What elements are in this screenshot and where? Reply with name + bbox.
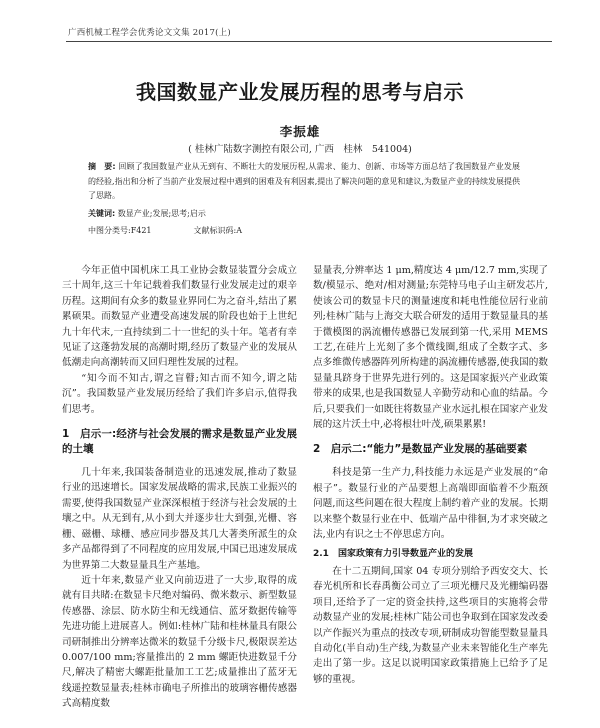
clc-label: 中图分类号: [88,226,131,235]
intro-paragraph-2: “知今而不知古,谓之盲瞽;知古而不知今,谓之陆沉”。我国数显产业发展历经给了我们许多启示,值得我们思考。 [62,372,297,415]
section-1-paragraph-1: 几十年来,我国装备制造业的迅速发展,推动了数显行业的迅速增长。国家发展战略的需求,民族工业振兴的需要,使得我国数显产业深深根植于经济与社会发展的土壤之中。从无到有,从小到大并逐步壮大到强,光栅、容栅、磁栅、球栅、感应同步器及其几大著类所派生的众多产品都得到了不同程度的应用发展,中国已迅速发展成为世界第二大数显量具生产基地。 [62,467,297,571]
abstract-label: 摘 要: [88,162,116,171]
keywords [88,208,520,219]
doc-code-label: 文献标识码: [193,226,237,235]
classification-line [88,225,520,236]
right-column [313,263,548,687]
section-1-paragraph-2-continued: 显量表,分辨率达 1 μm,精度达 4 μm/12.7 mm,实现了数/模显示、绝对/相对测量;东莞特马电子山主研发芯片,使该公司的数显卡尺的测量速度和耗电性能位居行业前列;桂林广陆与上海交大联合研发的适用于数显量具的基于微模图的涡流栅传感器已发展到第一代,采用 MEMS 工艺,在硅片上光刻了多个微线圈,组成了全数字式、多点多维微传感器阵列所构建的涡流栅传感器,使我国的数显量具跻身于世界先进行列的。这是国家振兴产业政策带来的成果,也是我国数显人辛勤劳动和心血的结晶。今后,只要我们一如既往将数显产业水远扎根在国家产业发展的这片沃土中,必将根壮叶茂,硕果累累! [313,265,548,431]
section-2-1-paragraph: 在十二五期间,国家 04 专项分别给予西安交大、长春光机所和长春禹衡公司立了三项光栅尺及光栅编码器项目,还给予了一定的资金扶持,这些项目的实施将会带动数显产业的发展;桂林广陆公司也争取到在国家发改委以产作振兴为重点的技改专项,研制成功智能型数显量具自动化(半自动)生产线,为数显产业未来智能化生产率先走出了第一步。这足以说明国家政策措施上已给予了足够的重视。 [313,565,548,685]
left-column [62,263,297,712]
section-2-1-heading: 2.1 国家政策有力引导数显产业的发展 [313,548,473,559]
clc-value: F421 [130,226,152,235]
affiliation: ( 桂林广陆数字测控有限公司, 广西 桂林 541004) [188,144,412,155]
section-2-heading: 2 启示二:“能力”是数显产业发展的基础要素 [313,443,528,456]
paper-title: 我国数显产业发展历程的思考与启示 [136,80,464,104]
abstract [88,160,520,204]
intro-paragraph-1: 今年正值中国机床工具工业协会数显装置分会成立三十周年,这三十年记载着我们数显行业发展走过的艰辛历程。这期间有众多的数显业界同仁为之奋斗,结出了累累硕果。而数显产业遭受高速发展的阶段也始于上世纪九十年代末,一直持续到二十一世纪的头十年。笔者有幸见证了这蓬勃发展的高潮时期,经历了数显产业的发展从低潮走向高潮转而又回归理性发展的过程。 [62,265,297,369]
doc-code-value: A [236,226,243,235]
keywords-text: 数显产业;发展;思考;启示 [117,209,206,218]
abstract-text: 回顾了我国数显产业从无到有、不断壮大的发展历程,从需求、能力、创新、市场等方面总结了我国数显产业发展的经验,指出和分析了当前产业发展过程中遇到的困难及有利因素,提出了解决问题的意见和建议,为数显产业的持续发展提供了思路。 [88,162,521,200]
section-1-paragraph-2: 近十年来,数显产业又向前迈进了一大步,取得的成就有目共睹:在数显卡尺绝对编码、微米数示、新型数显传感器、涂层、防水防尘和无线通信、蓝牙数据传输等先进功能上进展喜人。例如:桂林广陆和桂林量具有限公司研制推出分辨率达微米的数显千分级卡尺,极限误差达 0.007/100 mm;容量推出的 2 mm 螺距快进数显千分尺,解决了精密大螺距批量加工工艺;成量推出了蓝牙无线遥控数显量表;桂林市确电子所推出的玻璃容栅传感器式高精度数 [62,574,297,710]
author-name: 李振雄 [279,124,321,139]
header-rule [66,41,552,42]
section-1-heading: 1 启示一:经济与社会发展的需求是数显产业发展的土壤 [62,428,297,456]
running-head: 广西机械工程学会优秀论文文集 2017(上) [68,28,231,38]
keywords-label: 关键词: [88,209,116,218]
section-2-paragraph-1: 科技是第一生产力,科技能力永远是产业发展的“命根子”。数显行业的产品要想上高端即面临着不少瓶颈问题,而这些问题在很大程度上制约着产业的发展。长期以来整个数显行业在中、低端产品中徘徊,为才求突破之法,业内有识之士不停思虑方向。 [313,467,548,541]
